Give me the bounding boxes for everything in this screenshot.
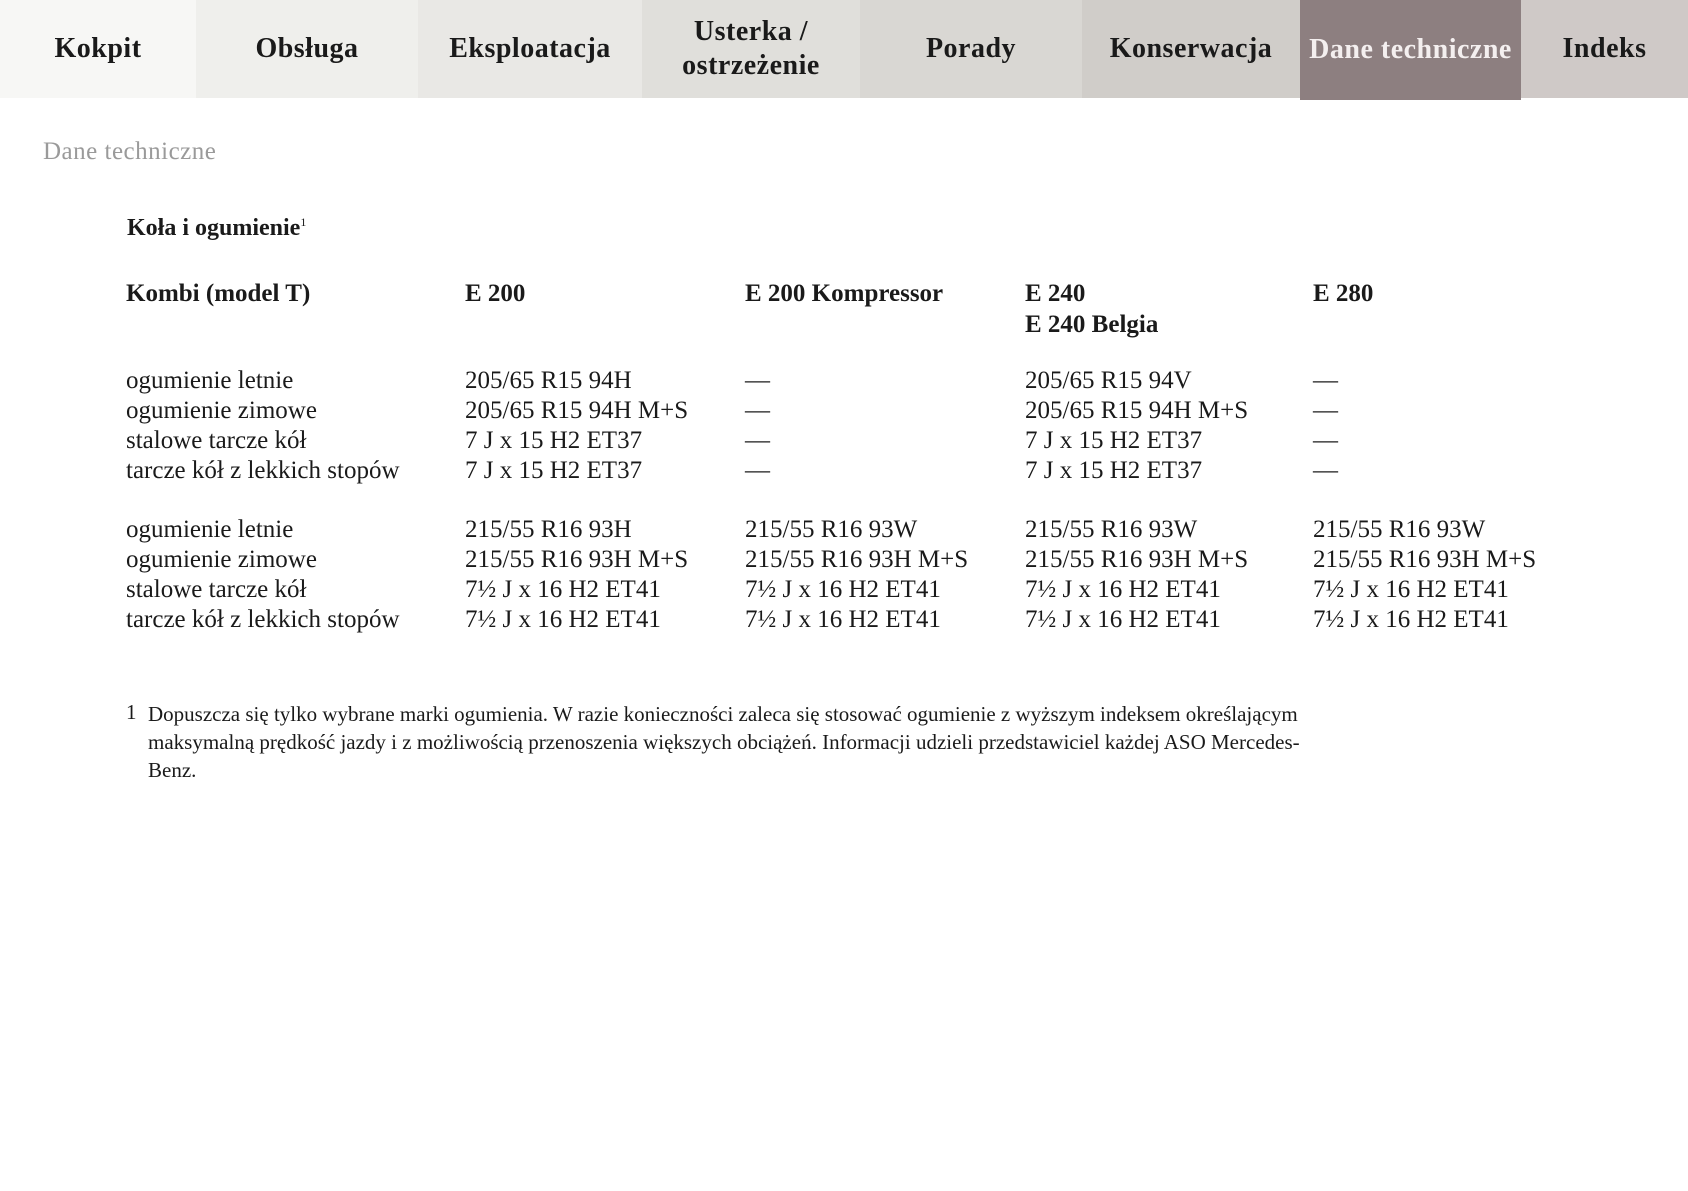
- table-cell: —: [1313, 397, 1338, 424]
- row-label: ogumienie zimowe: [126, 546, 317, 573]
- table-cell: 215/55 R16 93H M+S: [1313, 546, 1537, 573]
- table-cell: 215/55 R16 93H M+S: [1025, 546, 1249, 573]
- tab-eksploatacja[interactable]: Eksploatacja: [418, 0, 642, 98]
- table-cell: —: [745, 427, 770, 454]
- column-header: E 280: [1313, 280, 1374, 307]
- tab-dane-techniczne[interactable]: Dane techniczne: [1300, 0, 1521, 100]
- tab-porady[interactable]: Porady: [860, 0, 1082, 98]
- table-cell: —: [745, 367, 770, 394]
- footnote-text: Dopuszcza się tylko wybrane marki ogumienia. W razie konieczności zaleca się stosować ogumienie z wyższym indeksem określającym maksymalną prędkość jazdy i z możliwością przenoszenia większych obciążeń. Informacji udzieli przedstawiciel każdej ASO Mercedes-Benz.: [148, 702, 1300, 782]
- table-cell: 7½ J x 16 H2 ET41: [465, 576, 661, 603]
- table-cell: 215/55 R16 93W: [1313, 516, 1486, 543]
- table-cell: 215/55 R16 93W: [745, 516, 918, 543]
- table-cell: 7 J x 15 H2 ET37: [1025, 427, 1203, 454]
- heading-text: Koła i ogumienie: [127, 215, 301, 241]
- section-label: Dane techniczne: [43, 138, 217, 165]
- column-header: E 200 Kompressor: [745, 280, 944, 307]
- tab-usterka-ostrzezenie[interactable]: Usterka / ostrzeżenie: [642, 0, 860, 98]
- table-cell: 7½ J x 16 H2 ET41: [1025, 606, 1221, 633]
- row-label: tarcze kół z lekkich stopów: [126, 457, 400, 484]
- row-label: ogumienie zimowe: [126, 397, 317, 424]
- row-label: ogumienie letnie: [126, 367, 294, 394]
- table-cell: 205/65 R15 94V: [1025, 367, 1192, 394]
- tab-obsluga[interactable]: Obsługa: [196, 0, 418, 98]
- heading-footnote-ref: 1: [300, 215, 307, 229]
- table-cell: 215/55 R16 93H M+S: [465, 546, 689, 573]
- column-header: E 240 E 240 Belgia: [1025, 280, 1159, 338]
- table-cell: 7 J x 15 H2 ET37: [465, 427, 643, 454]
- table-cell: —: [745, 397, 770, 424]
- table-cell: 7½ J x 16 H2 ET41: [745, 606, 941, 633]
- column-header: Kombi (model T): [126, 280, 311, 307]
- table-cell: 215/55 R16 93H: [465, 516, 632, 543]
- chapter-tab-bar: [0, 0, 1688, 98]
- page-heading: [127, 215, 306, 242]
- table-cell: 205/65 R15 94H M+S: [1025, 397, 1249, 424]
- row-label: ogumienie letnie: [126, 516, 294, 543]
- table-cell: 7½ J x 16 H2 ET41: [1025, 576, 1221, 603]
- tab-konserwacja[interactable]: Konserwacja: [1082, 0, 1300, 98]
- table-cell: —: [1313, 457, 1338, 484]
- tab-indeks[interactable]: Indeks: [1521, 0, 1688, 98]
- table-cell: 215/55 R16 93H M+S: [745, 546, 969, 573]
- table-cell: 7½ J x 16 H2 ET41: [465, 606, 661, 633]
- table-cell: 7½ J x 16 H2 ET41: [1313, 606, 1509, 633]
- table-cell: 7 J x 15 H2 ET37: [465, 457, 643, 484]
- row-label: stalowe tarcze kół: [126, 576, 307, 603]
- table-cell: 7½ J x 16 H2 ET41: [745, 576, 941, 603]
- row-label: stalowe tarcze kół: [126, 427, 307, 454]
- table-cell: —: [1313, 427, 1338, 454]
- column-header: E 200: [465, 280, 526, 307]
- table-cell: 7½ J x 16 H2 ET41: [1313, 576, 1509, 603]
- table-cell: 7 J x 15 H2 ET37: [1025, 457, 1203, 484]
- table-cell: 205/65 R15 94H M+S: [465, 397, 689, 424]
- footnote-number: 1: [126, 700, 137, 724]
- table-cell: —: [745, 457, 770, 484]
- table-cell: 205/65 R15 94H: [465, 367, 632, 394]
- tab-kokpit[interactable]: Kokpit: [0, 0, 196, 98]
- table-cell: 215/55 R16 93W: [1025, 516, 1198, 543]
- table-cell: —: [1313, 367, 1338, 394]
- row-label: tarcze kół z lekkich stopów: [126, 606, 400, 633]
